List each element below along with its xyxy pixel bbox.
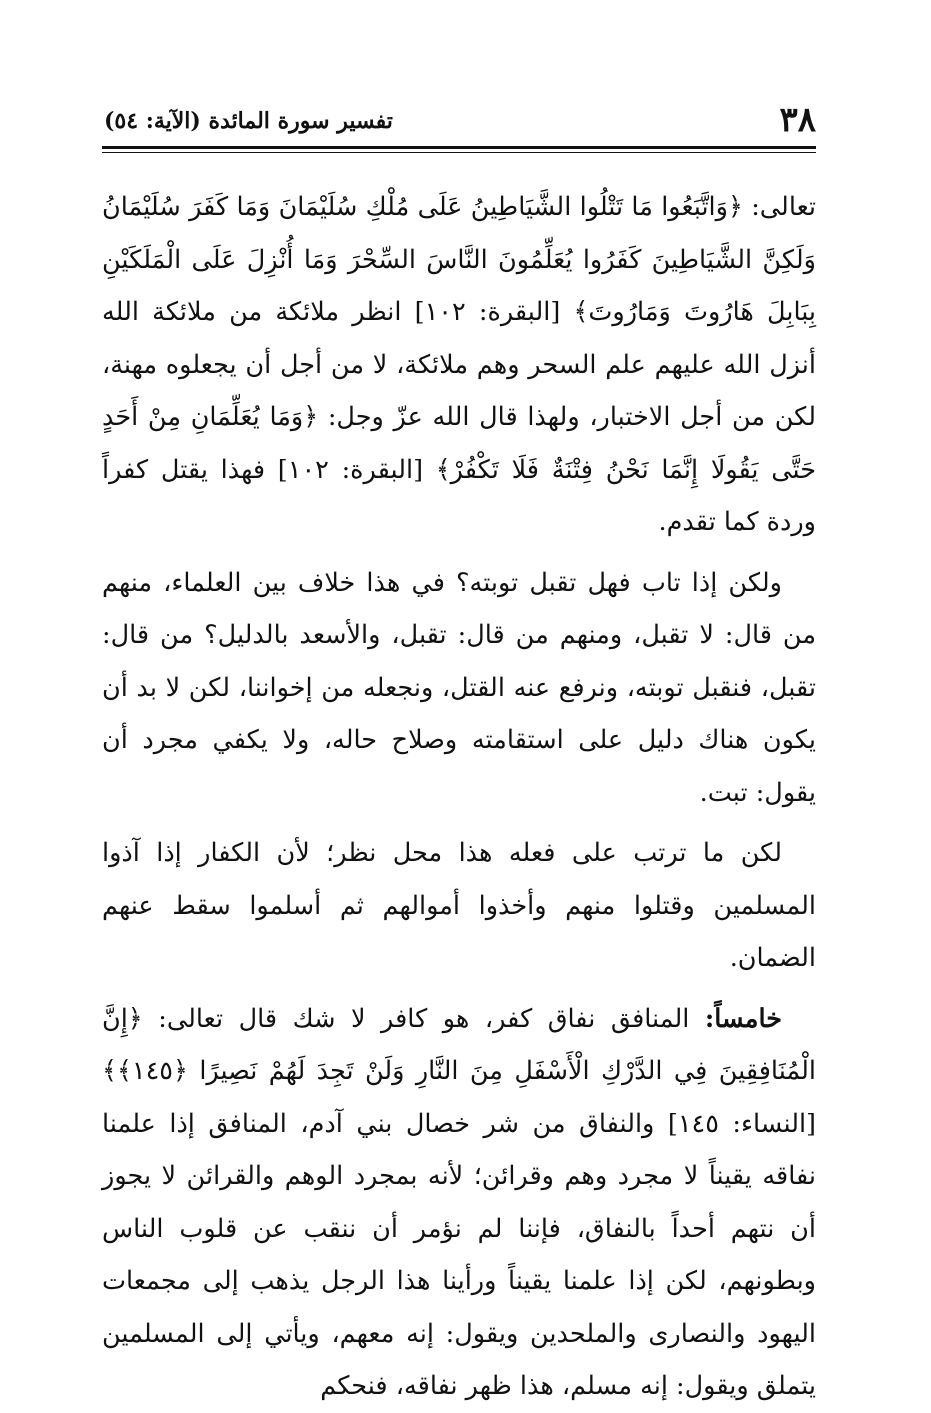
paragraph-4-lead: خامساً: xyxy=(704,1003,782,1034)
paragraph-3: لكن ما ترتب على فعله هذا محل نظر؛ لأن الكفار إذا آذوا المسلمين وقتلوا منهم وأخذوا أموالهم ثم أسلموا سقط عنهم الضمان. xyxy=(102,838,816,973)
paragraph-1: تعالى: ﴿وَاتَّبَعُوا مَا تَتْلُوا الشَّيَاطِينُ عَلَى مُلْكِ سُلَيْمَانَ وَمَا كَفَرَ سُلَيْمَانُ وَلَكِنَّ الشَّيَاطِينَ كَفَرُوا يُعَلِّمُونَ النَّاسَ السِّحْرَ وَمَا أُنْزِلَ عَلَى الْمَلَكَيْنِ بِبَابِلَ هَارُوتَ وَمَارُوتَ﴾ [البقرة: ١٠٢] انظر ملائكة من ملائكة الله أنزل الله عليهم علم السحر وهم ملائكة، لا من أجل أن يجعلوه مهنة، لكن من أجل الاختبار، ولهذا قال الله عزّ وجل: ﴿وَمَا يُعَلِّمَانِ مِنْ أَحَدٍ حَتَّى يَقُولَا إِنَّمَا نَحْنُ فِتْنَةٌ فَلَا تَكْفُرْ﴾ [البقرة: ١٠٢] فهذا يقتل كفراً وردة كما تقدم. xyxy=(102,192,816,537)
paragraph-4-text: المنافق نفاق كفر، هو كافر لا شك قال تعالى: ﴿إِنَّ الْمُنَافِقِينَ فِي الدَّرْكِ الْأَسْفَلِ مِنَ النَّارِ وَلَنْ تَجِدَ لَهُمْ نَصِيرًا ﴿١٤٥﴾﴾ [النساء: ١٤٥] والنفاق من شر خصال بني آدم، المنافق إذا علمنا نفاقه يقيناً لا مجرد وهم وقرائن؛ لأنه بمجرد الوهم والقرائن لا يجوز أن نتهم أحداً بالنفاق، فإننا لم نؤمر أن ننقب عن قلوب الناس وبطونهم، لكن إذا علمنا يقيناً ورأينا هذا الرجل يذهب إلى مجمعات اليهود والنصارى والملحدين ويقول: إنه معهم، ويأتي إلى المسلمين يتملق ويقول: إنه مسلم، هذا ظهر نفاقه، فنحكم xyxy=(102,1003,816,1401)
page-header xyxy=(102,100,816,140)
running-title: تفسير سورة المائدة (الآية: ٥٤) xyxy=(104,108,393,134)
header-rule xyxy=(102,146,816,153)
paragraph-2: ولكن إذا تاب فهل تقبل توبته؟ في هذا خلاف بين العلماء، منهم من قال: لا تقبل، ومنهم من قال: تقبل، والأسعد بالدليل؟ من قال: تقبل، فنقبل توبته، ونرفع عنه القتل، ونجعله من إخواننا، لكن لا بد أن يكون هناك دليل على استقامته وصلاح حاله، ولا يكفي مجرد أن يقول: تبت. xyxy=(102,567,816,808)
paragraph-4 xyxy=(102,993,816,1413)
book-page xyxy=(102,100,816,1401)
page-number: ٣٨ xyxy=(779,100,816,140)
page-body xyxy=(102,181,816,1413)
